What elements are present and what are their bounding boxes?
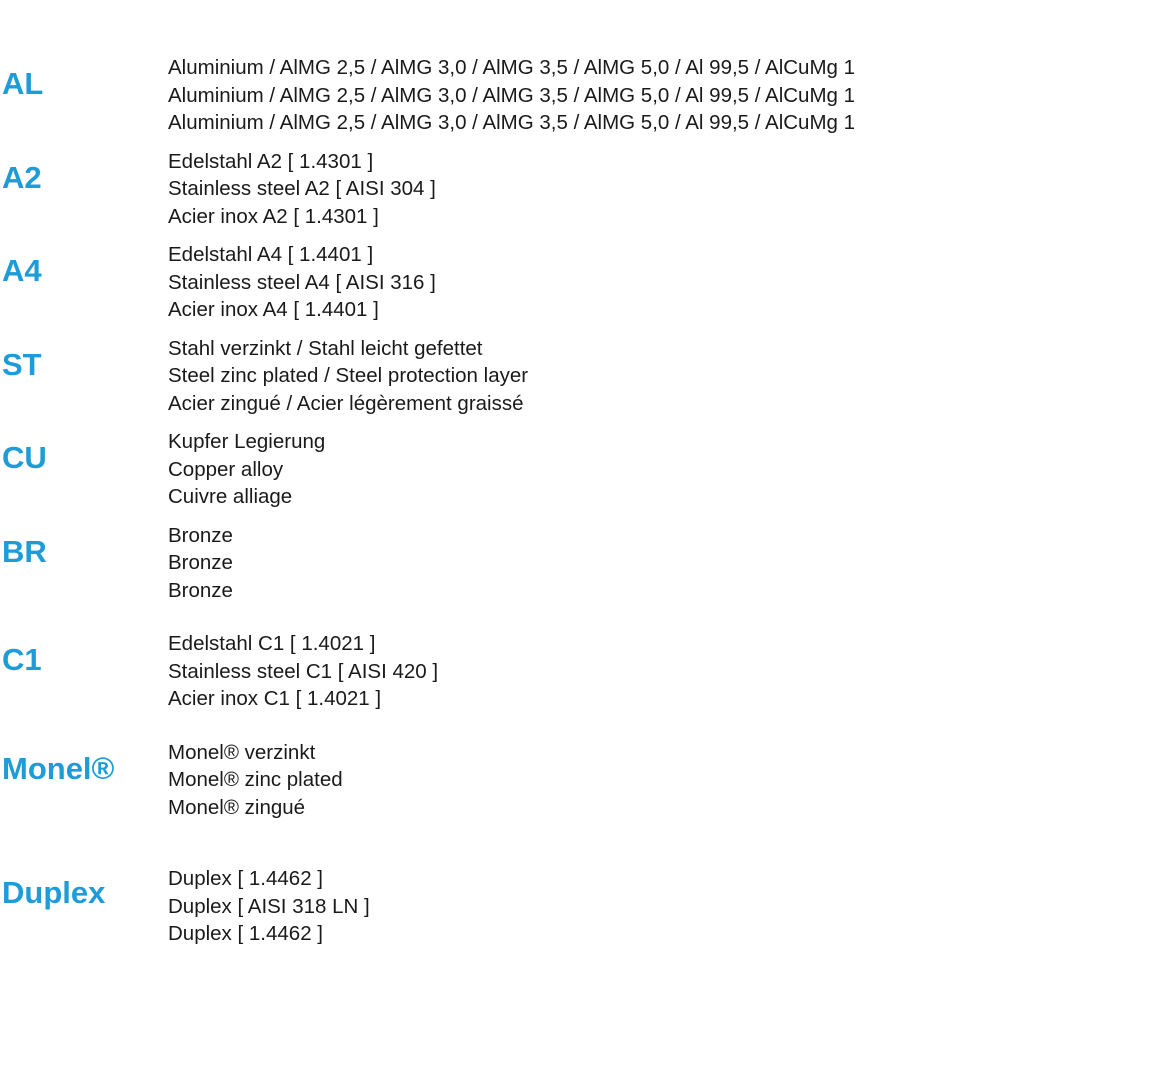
material-description-line-en: Stainless steel C1 [ AISI 420 ] — [168, 659, 439, 683]
material-row-a4 — [0, 241, 1160, 324]
material-description-a2 — [168, 148, 1160, 231]
material-description-line-fr: Duplex [ 1.4462 ] — [168, 922, 323, 945]
material-code-a2: A2 — [2, 159, 42, 195]
material-description-line-en: Copper alloy — [168, 457, 284, 481]
material-row-br — [0, 522, 1160, 605]
material-code-monel: Monel® — [2, 750, 115, 786]
material-description-line-de: Edelstahl A2 [ 1.4301 ] — [168, 149, 374, 173]
material-description-line-fr: Bronze — [168, 578, 233, 602]
material-description-c1 — [168, 630, 1160, 713]
material-description-line-fr: Acier inox C1 [ 1.4021 ] — [168, 687, 382, 710]
material-description-line-de: Kupfer Legierung — [168, 430, 326, 453]
material-description-line-de: Stahl verzinkt / Stahl leicht gefettet — [168, 336, 483, 360]
material-code-cell-monel — [0, 739, 168, 784]
material-description-line-fr: Acier inox A2 [ 1.4301 ] — [168, 204, 379, 228]
material-description-line-de: Bronze — [168, 523, 233, 547]
material-description-line-en: Stainless steel A2 [ AISI 304 ] — [168, 177, 436, 200]
material-code-cu: CU — [2, 440, 47, 475]
material-code-cell-duplex — [0, 865, 168, 908]
material-description-line-de: Edelstahl A4 [ 1.4401 ] — [168, 243, 374, 266]
material-description-line-de: Duplex [ 1.4462 ] — [168, 867, 323, 890]
material-code-duplex: Duplex — [2, 875, 106, 910]
material-code-a4: A4 — [2, 253, 42, 288]
material-code-cell-br — [0, 522, 168, 567]
material-code-br: BR — [2, 533, 47, 569]
material-code-st: ST — [2, 346, 42, 382]
material-description-line-fr: Monel® zingué — [168, 795, 306, 819]
material-description-line-fr: Aluminium / AlMG 2,5 / AlMG 3,0 / AlMG 3,5 / AlMG 5,0 / Al 99,5 / AlCuMg 1 — [168, 111, 856, 134]
material-code-cell-al — [0, 54, 168, 99]
material-description-line-en: Aluminium / AlMG 2,5 / AlMG 3,0 / AlMG 3,5 / AlMG 5,0 / Al 99,5 / AlCuMg 1 — [168, 83, 856, 107]
material-description-al — [168, 54, 1160, 137]
material-code-cell-c1 — [0, 630, 168, 675]
material-row-a2 — [0, 148, 1160, 231]
material-description-br — [168, 522, 1160, 605]
material-code-c1: C1 — [2, 642, 42, 677]
material-row-c1 — [0, 630, 1160, 713]
material-description-line-en: Steel zinc plated / Steel protection layer — [168, 364, 529, 387]
material-description-line-de: Monel® verzinkt — [168, 740, 316, 764]
material-row-duplex — [0, 865, 1160, 948]
material-description-line-fr: Acier zingué / Acier légèrement graissé — [168, 391, 524, 415]
material-description-line-en: Stainless steel A4 [ AISI 316 ] — [168, 270, 436, 294]
material-code-al: AL — [2, 66, 44, 101]
material-row-al — [0, 54, 1160, 137]
material-description-a4 — [168, 241, 1160, 324]
material-description-line-en: Duplex [ AISI 318 LN ] — [168, 894, 370, 918]
material-description-monel — [168, 739, 1160, 822]
material-row-cu — [0, 428, 1160, 511]
material-description-duplex — [168, 865, 1160, 948]
material-code-cell-st — [0, 335, 168, 380]
material-code-cell-cu — [0, 428, 168, 473]
material-row-st — [0, 335, 1160, 418]
material-description-cu — [168, 428, 1160, 511]
material-description-st — [168, 335, 1160, 418]
material-description-line-de: Edelstahl C1 [ 1.4021 ] — [168, 632, 376, 655]
material-description-line-en: Bronze — [168, 551, 233, 574]
material-row-monel — [0, 739, 1160, 822]
material-description-line-fr: Acier inox A4 [ 1.4401 ] — [168, 298, 379, 321]
material-description-line-en: Monel® zinc plated — [168, 768, 343, 791]
material-code-cell-a4 — [0, 241, 168, 286]
material-code-cell-a2 — [0, 148, 168, 193]
material-description-line-fr: Cuivre alliage — [168, 485, 293, 508]
material-description-line-de: Aluminium / AlMG 2,5 / AlMG 3,0 / AlMG 3,5 / AlMG 5,0 / Al 99,5 / AlCuMg 1 — [168, 56, 856, 79]
